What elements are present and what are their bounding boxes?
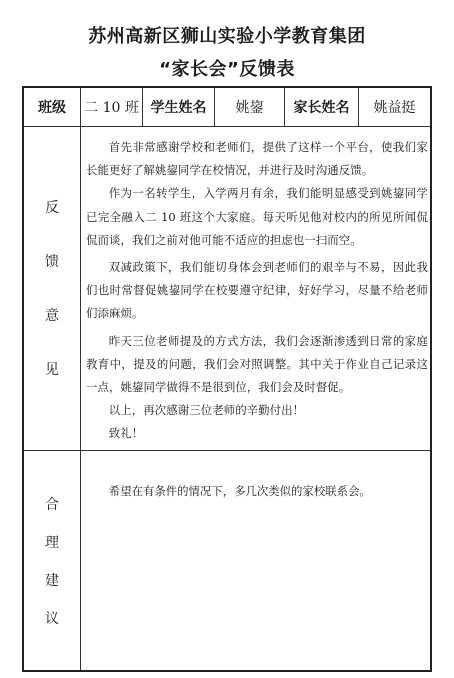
suggestion-label-char: 议: [45, 610, 59, 627]
feedback-label-char: 馈: [45, 254, 59, 270]
student-name-value: 姚鋆: [235, 100, 264, 116]
student-name-label: 学生姓名: [150, 100, 207, 116]
feedback-label: [24, 126, 80, 450]
form-title: “家长会”反馈表: [159, 59, 295, 80]
feedback-paragraph: 以上，再次感谢三位老师的辛勤付出！: [108, 403, 305, 418]
suggestion-label-char: 理: [45, 534, 59, 551]
feedback-label-char: 反: [45, 200, 59, 216]
parent-name-label: 家长姓名: [293, 100, 350, 116]
class-value: 二 10 班: [84, 100, 139, 116]
suggestion-label-char: 合: [45, 496, 59, 513]
suggestion-label-char: 建: [45, 572, 59, 589]
suggestion-paragraph: 希望在有条件的情况下，多几次类似的家校联系会。: [108, 484, 371, 498]
header-row-divider: [24, 126, 430, 127]
feedback-paragraph: 昨天三位老师提及的方式方法，我们会逐渐渗透到日常的家庭教育中，提及的问题，我们会对照调整。其中关于作业自己记录这一点，姚鋆同学做得不是很到位，我们会及时督促。: [86, 333, 428, 395]
feedback-paragraph: 首先非常感谢学校和老师们，提供了这样一个平台，使我们家长能更好了解姚鋆同学在校情况，并进行及时沟通反馈。: [86, 140, 428, 178]
suggestion-label: [24, 451, 80, 670]
label-column-divider: [80, 126, 81, 670]
feedback-label-char: 意: [45, 308, 59, 324]
feedback-label-char: 见: [45, 362, 59, 378]
feedback-table: [22, 86, 432, 672]
section-divider: [24, 450, 430, 451]
school-title: 苏州高新区狮山实验小学教育集团: [88, 26, 366, 47]
feedback-text: [86, 136, 428, 446]
class-label: 班级: [38, 100, 66, 116]
feedback-paragraph: 致礼！: [108, 426, 144, 441]
parent-name-value: 姚益挺: [373, 100, 416, 116]
feedback-paragraph: 双减政策下，我们能切身体会到老师们的艰辛与不易，因此我们也时常督促姚鋆同学在校要遵守纪律，好好学习，尽量不给老师们添麻烦。: [86, 260, 428, 321]
feedback-paragraph: 作为一名转学生，入学两月有余，我们能明显感受到姚鋆同学已完全融入二 10 班这个大家庭。每天听见他对校内的所见所闻侃侃而谈，我们之前对他可能不适应的担虑也一扫而空。: [86, 186, 428, 247]
suggestion-text: [86, 480, 428, 502]
